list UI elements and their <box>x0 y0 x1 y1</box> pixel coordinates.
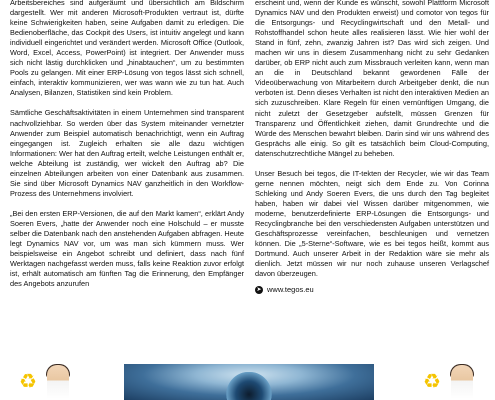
paragraph: Arbeitsbereiches sind aufgeräumt und übersichtlich am Bildschirm dargestellt. Wer mit anderen Microsoft-Produkten vertraut ist, dürfte keine Schwierigkeiten haben, seine Aufgaben damit zu erledigen. Die Bedienoberfläche, das Cockpit des Users, ist intuitiv angelegt und kann individuell eingerichtet und verändert werden. Microsoft Office (Outlook, Word, Excel, Access, PowerPoint) ist integriert. Der Anwender muss sich nicht lästig durchklicken und „hinabtauchen“, um zu bestimmten Pools zu gelangen. Mit einer ERP-Lösung von tegos lässt sich schnell, einfach, interaktiv kommunizieren, wer was wann wie zu tun hat. Auch Analysen, Bilanzen, Statistiken sind kein Problem. <box>10 0 244 98</box>
woman-photo <box>451 365 473 399</box>
woman-photo <box>47 365 69 399</box>
paragraph: Unser Besuch bei tegos, die IT-tekten der Recycler, wie wir das Team gerne nennen möchten, neigt sich dem Ende zu. Von Corinna Schleking und Andy Soeren Evers, die uns durch den Tag begleitet haben, haben wir dabei viel Wissen darüber mitgenommen, wie moderne, benutzerdefinierte ERP-Lösungen die Entsorgungs- und Recyclingbranche bei den verschiedensten Aufgaben unterstützen und Geschäftsprozesse vereinfachen, beschleunigen und vernetzen können. Die „5-Sterne“-Software, wie es bei tegos heißt, kommt aus Dortmund. Auch unserer Arbeit in der Redaktion wäre sie mehr als dienlich. Jetzt müssen wir nur noch zuhause unseren Verlagschef davon überzeugen. <box>255 168 489 279</box>
paragraph: „Bei den ersten ERP-Versionen, die auf den Markt kamen“, erklärt Andy Soeren Evers, „hatte der Anwender noch eine Holschuld – er musste selber die Datenbank nach den anstehenden Aufgaben abfragen. Heute legt Dynamics NAV vor, um was man sich kümmern muss. Wer beispielsweise ein Angebot schreibt und definiert, dass nach fünf Werktagen nachgefasst werden muss, falls keine Reaktion zuvor erfolgt ist, erhält automatisch am fünften Tag die Erinnerung, den Empfänger des Angebots anzurufen <box>10 208 244 289</box>
article-column-left <box>10 0 244 289</box>
recycle-icon: ♻ <box>423 371 441 393</box>
article-column-right <box>255 0 489 295</box>
arrow-right-icon: ➤ <box>256 287 262 294</box>
paragraph: erscheint und, wenn der Kunde es wünscht, sowohl Plattform Microsoft Dynamics NAV und den Produkten erweist) und comotor von tegos für die Entsorgungs- und Recyclingwirtschaft und den Metall- und Rohstoffhandel schon heute alles realisieren lässt. Wie hier wohl der Stand in fünf, zehn, zwanzig Jahren ist? Das wird sich zeigen. Und machen wir uns in diesem Zusammenhang nicht zu sehr Gedanken darüber, ob ERP nicht auch zum Missbrauch verleiten kann, wenn man an die in Deutschland bekannt gewordenen Fälle der Videoüberwachung von Mitarbeitern durch Arbeitgeber denkt, die nun verboten ist. Denn dieses Verhalten ist nicht den interaktiven Medien an sich zuzuschreiben. Klare Regeln für einen vernünftigen Umgang, die nicht zuletzt der Gesetzgeber aufstellt, müssen Grenzen für Transparenz und Öffentlichkeit ziehen, damit Grundrechte und die Würde des Menschen bewahrt bleiben. Darin sind wir uns während des Gesprächs alle einig. So gilt es tatsächlich beim Cloud-Computing, datenschutzrechtliche Mängel zu beheben. <box>255 0 489 158</box>
paragraph: Sämtliche Geschäftsaktivitäten in einem Unternehmen sind transparent nachvollziehbar. So werden über das System miteinander vernetzter Anwender zum Beispiel automatisch benachrichtigt, wenn ein Auftrag eingegangen ist. Zugleich erhalten sie alle dazu wichtigen Informationen: Wer hat den Auftrag erteilt, welche Leistungen enthält er, welche Abteilung ist zuständig, wer wickelt den Auftrag ab? Die einzelnen Abteilungen arbeiten von einer Datenbank aus zusammen. Sie sind über Microsoft Dynamics NAV ganzheitlich in den Workflow-Prozess des Unternehmens involviert. <box>10 108 244 198</box>
eye-photo <box>124 364 374 400</box>
website-link[interactable] <box>255 285 489 295</box>
advertisement-banner <box>12 364 484 400</box>
eye-iris <box>219 372 279 400</box>
website-url[interactable]: www.tegos.eu <box>267 285 314 295</box>
recycle-icon: ♻ <box>19 371 37 393</box>
